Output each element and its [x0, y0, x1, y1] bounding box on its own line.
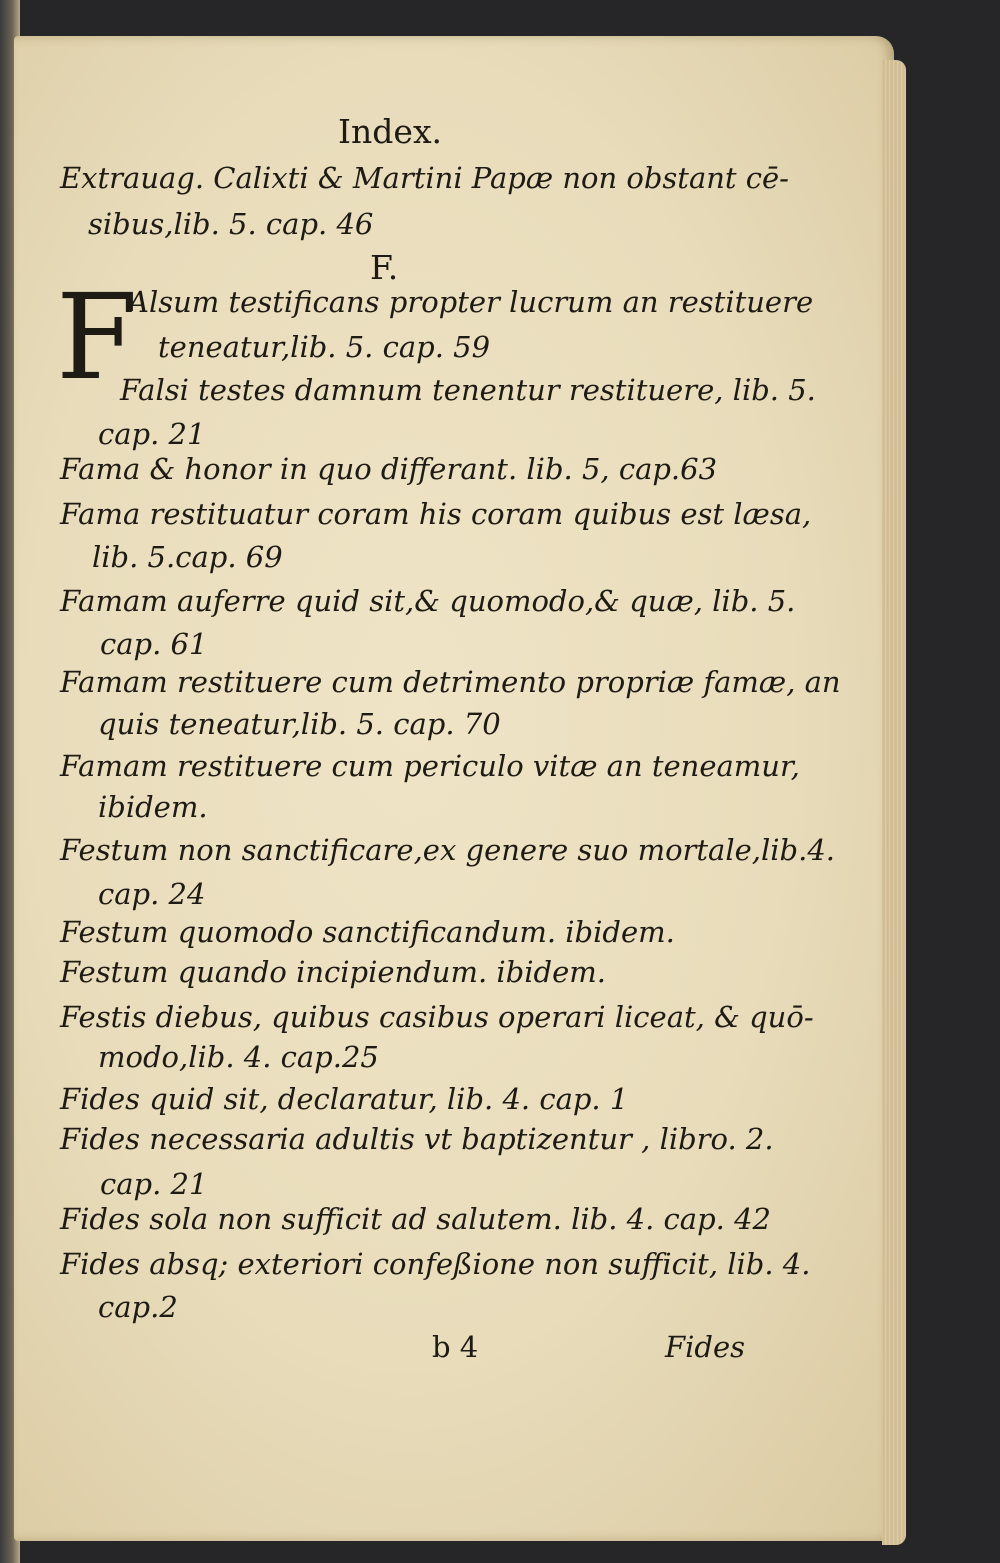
- index-entry-line: Extrauag. Calixti & Martini Papæ non obstant cē-: [60, 161, 789, 195]
- index-entry-line: Festum non sanctificare,ex genere suo mortale,lib.4.: [60, 833, 835, 867]
- index-entry-line: Festum quando incipiendum. ibidem.: [60, 955, 606, 989]
- index-entry-line: cap.2: [98, 1290, 178, 1324]
- index-entry-line: ibidem.: [98, 790, 208, 824]
- index-entry-line: Festum quomodo sanctificandum. ibidem.: [60, 915, 675, 949]
- index-entry-line: Fides quid sit, declaratur, lib. 4. cap. 1: [60, 1082, 629, 1116]
- index-entry-line: Fides absq; exteriori confeßione non sufficit, lib. 4.: [60, 1247, 811, 1281]
- index-entry-line: cap. 24: [98, 877, 206, 911]
- index-entry-line: teneatur,lib. 5. cap. 59: [158, 330, 491, 364]
- drop-cap-letter: F: [56, 268, 138, 406]
- index-entry-line: Festis diebus, quibus casibus operari liceat, & quō-: [60, 1000, 814, 1034]
- index-entry-line: sibus,lib. 5. cap. 46: [88, 207, 374, 241]
- letter-heading: F.: [370, 248, 399, 287]
- index-entry-line: cap. 21: [100, 1167, 208, 1201]
- index-entry-line: Fides necessaria adultis vt baptizentur , libro. 2.: [60, 1122, 774, 1156]
- page-title: Index.: [338, 112, 443, 151]
- catchword: Fides: [665, 1330, 746, 1364]
- index-entry-line: Falsi testes damnum tenentur restituere, lib. 5.: [120, 373, 816, 407]
- index-entry-line: Fama & honor in quo differant. lib. 5, cap.63: [60, 452, 718, 486]
- index-entry-line: quis teneatur,lib. 5. cap. 70: [98, 707, 501, 741]
- index-entry-line: Fama restituatur coram his coram quibus est læsa,: [60, 497, 812, 531]
- index-entry-line: Famam restituere cum periculo vitæ an teneamur,: [60, 749, 800, 783]
- index-entry-line: Famam restituere cum detrimento propriæ famæ, an: [60, 665, 841, 699]
- index-entry-line: Famam auferre quid sit,& quomodo,& quæ, lib. 5.: [60, 584, 796, 618]
- index-entry-line: Alsum testificans propter lucrum an restituere: [128, 285, 814, 319]
- signature-mark: b 4: [432, 1330, 479, 1364]
- index-entry-line: lib. 5.cap. 69: [92, 540, 283, 574]
- index-entry-line: cap. 61: [100, 627, 208, 661]
- index-entry-line: modo,lib. 4. cap.25: [98, 1040, 379, 1074]
- index-entry-line: cap. 21: [98, 417, 206, 451]
- index-entry-line: Fides sola non sufficit ad salutem. lib. 4. cap. 42: [60, 1202, 771, 1236]
